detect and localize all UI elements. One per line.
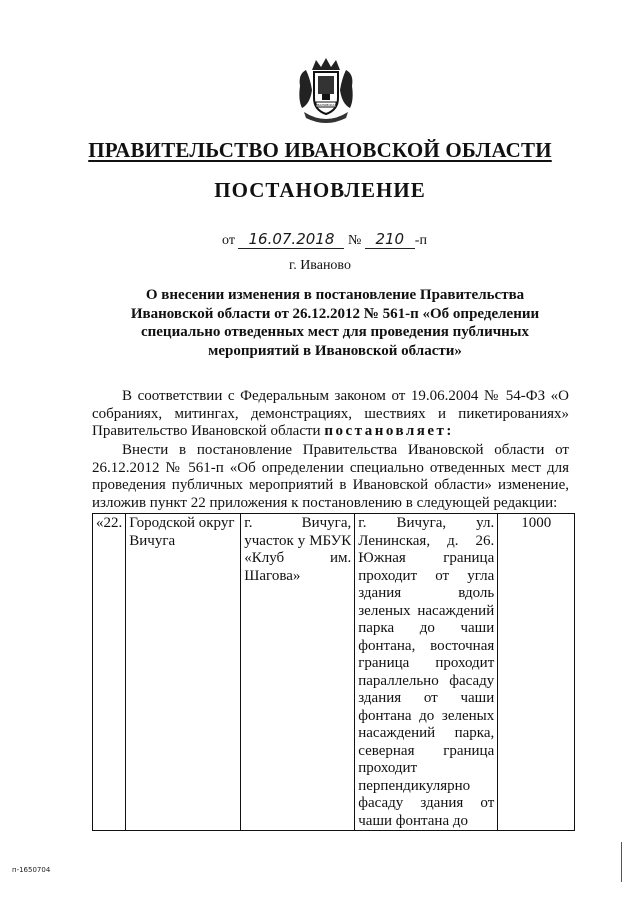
footer-code: п-1650704 [12,866,51,874]
svg-text:ИВАНОВСКАЯ: ИВАНОВСКАЯ [315,103,337,107]
document-type: ПОСТАНОВЛЕНИЕ [214,178,426,202]
document-title [100,286,570,360]
resolution-word: постановляет: [324,423,454,439]
annex-table [92,513,575,831]
paragraph-basis [92,388,569,441]
paragraph-amendment: Внести в постановление Правительства Ивановской области от 26.12.2012 № 561-п «Об определении специально отведенных мест для проведения публичных мероприятий в Ивановской области» изменение, изложив пункт 22 приложения к постановлению в следующей редакции: [92,442,569,511]
cell-place: г. Вичуга, участок у МБУК «Клуб им. Шагова» [241,514,355,831]
document-number: 210 [365,230,415,249]
cell-number: «22. [93,514,126,831]
document-date: 16.07.2018 [238,230,344,249]
title-line: Ивановской области от 26.12.2012 № 561-п «Об определении [130,305,540,322]
cell-description: г. Вичуга, ул. Ленинская, д. 26. Южная граница проходит от угла здания вдоль зеленых насаждений парка до чаши фонтана, восточная граница проходит параллельно фасаду здания от чаши фонтана до зеленых насаждений парка, северная граница проходит перпендикулярно фасаду здания от чаши фонтана до [355,514,498,831]
cell-district: Городской округ Вичуга [126,514,241,831]
title-line: специально отведенных мест для проведения публичных [140,324,530,340]
coat-of-arms-icon [294,56,358,126]
organization-name: ПРАВИТЕЛЬСТВО ИВАНОВСКОЙ ОБЛАСТИ [88,138,552,162]
title-line: мероприятий в Ивановской области» [208,342,462,359]
document-number-line [222,230,427,249]
date-prefix: от [222,233,235,248]
table-row [93,514,575,831]
number-suffix: -п [414,233,427,248]
margin-mark [621,842,622,882]
title-line: О внесении изменения в постановление Правительства [145,287,525,303]
cell-capacity: 1000 [498,514,575,831]
number-sign: № [347,233,362,248]
paragraph-basis-text: В соответствии с Федеральным законом от 19.06.2004 № 54-ФЗ «О собраниях, митингах, демонстрациях, шествиях и пикетированиях» Правительство Ивановской области [92,388,569,439]
city: г. Иваново [289,258,351,273]
